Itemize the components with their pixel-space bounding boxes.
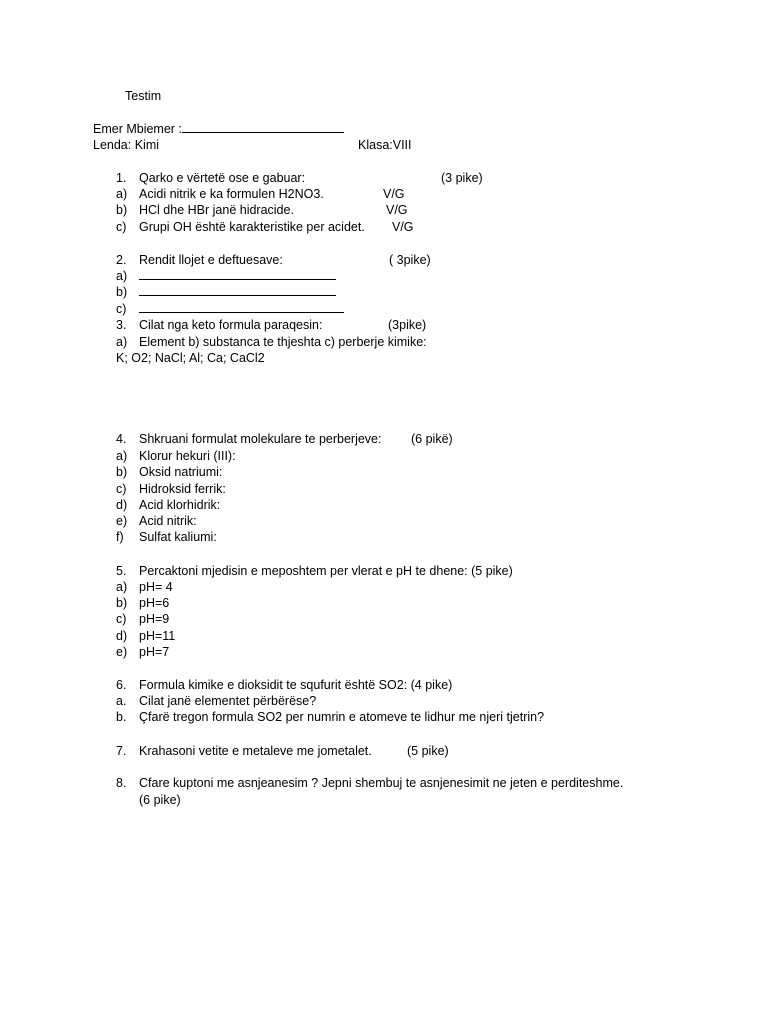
item-text: Element b) substanca te thjeshta c) perberje kimike:	[139, 335, 427, 349]
item-label: d)	[116, 629, 128, 643]
question-7	[116, 743, 372, 759]
question-points-line	[116, 792, 181, 808]
question-number: 5.	[116, 564, 127, 578]
list-item	[116, 595, 169, 611]
question-points: (3pike)	[388, 318, 427, 332]
item-label: f)	[116, 530, 124, 544]
item-label: b)	[116, 203, 128, 217]
question-text: Formula kimike e dioksidit te squfurit është SO2: (4 pike)	[139, 678, 453, 692]
question-text: Rendit llojet e deftuesave:	[139, 253, 283, 267]
question-text: Qarko e vërtetë ose e gabuar:	[139, 171, 306, 185]
item-text: pH=9	[139, 612, 170, 626]
list-item	[116, 219, 365, 235]
name-blank-line[interactable]	[182, 121, 344, 133]
list-item	[116, 186, 324, 202]
list-item	[116, 628, 175, 644]
list-item	[116, 644, 169, 660]
item-label: b)	[116, 465, 128, 479]
item-text: Grupi OH është karakteristike per acidet.	[139, 220, 365, 234]
item-text: Acid nitrik:	[139, 514, 197, 528]
item-text: Oksid natriumi:	[139, 465, 223, 479]
item-text: Acid klorhidrik:	[139, 498, 221, 512]
true-false-option[interactable]: V/G	[392, 220, 414, 234]
list-item	[116, 513, 197, 529]
question-2	[116, 252, 283, 268]
item-text: Cilat janë elementet përbërëse?	[139, 694, 317, 708]
page-title: Testim	[125, 89, 162, 103]
item-label: b)	[116, 596, 128, 610]
list-item	[116, 202, 294, 218]
list-item	[116, 709, 544, 725]
list-item	[116, 529, 217, 545]
item-label: b.	[116, 710, 127, 724]
item-text: pH=11	[139, 629, 176, 643]
item-text: Çfarë tregon formula SO2 per numrin e atomeve te lidhur me njeri tjetrin?	[139, 710, 545, 724]
item-text: pH=7	[139, 645, 170, 659]
question-3	[116, 317, 322, 333]
item-label: a)	[116, 449, 128, 463]
item-label: b)	[116, 285, 128, 299]
item-label: c)	[116, 302, 127, 316]
question-6	[116, 677, 452, 693]
list-item	[116, 464, 222, 480]
subject-label: Lenda: Kimi	[93, 138, 160, 152]
question-text: Shkruani formulat molekulare te perberjeve:	[139, 432, 382, 446]
question-number: 6.	[116, 678, 127, 692]
name-field[interactable]	[93, 121, 344, 137]
question-number: 7.	[116, 744, 127, 758]
question-points: (3 pike)	[441, 171, 483, 185]
list-item	[116, 693, 316, 709]
true-false-option[interactable]: V/G	[386, 203, 408, 217]
question-points: (6 pike)	[139, 793, 181, 807]
item-label: c)	[116, 612, 127, 626]
list-item	[116, 481, 226, 497]
item-text: Acidi nitrik e ka formulen H2NO3.	[139, 187, 324, 201]
question-number: 4.	[116, 432, 127, 446]
question-points: ( 3pike)	[389, 253, 431, 267]
question-number: 1.	[116, 171, 127, 185]
item-label: a.	[116, 694, 127, 708]
item-label: e)	[116, 645, 128, 659]
question-number: 8.	[116, 776, 127, 790]
question-number: 3.	[116, 318, 127, 332]
item-text: pH= 4	[139, 580, 173, 594]
item-label: d)	[116, 498, 128, 512]
question-text: Cilat nga keto formula paraqesin:	[139, 318, 323, 332]
item-text: pH=6	[139, 596, 170, 610]
question-5	[116, 563, 513, 579]
list-item	[116, 497, 220, 513]
question-number: 2.	[116, 253, 127, 267]
item-text: HCl dhe HBr janë hidracide.	[139, 203, 294, 217]
question-4	[116, 431, 381, 447]
answer-blank-line[interactable]	[139, 268, 336, 280]
list-item	[116, 268, 336, 284]
question-text: Percaktoni mjedisin e meposhtem per vlerat e pH te dhene: (5 pike)	[139, 564, 513, 578]
list-item	[116, 611, 169, 627]
item-text: Klorur hekuri (III):	[139, 449, 236, 463]
list-item	[116, 334, 427, 350]
item-label: a)	[116, 187, 128, 201]
answer-blank-line[interactable]	[139, 284, 336, 296]
class-label: Klasa:VIII	[358, 138, 412, 152]
true-false-option[interactable]: V/G	[383, 187, 405, 201]
item-label: a)	[116, 269, 128, 283]
item-label: a)	[116, 580, 128, 594]
list-item	[116, 284, 336, 300]
question-text: Cfare kuptoni me asnjeanesim ? Jepni shembuj te asnjenesimit ne jeten e perditeshme.	[139, 776, 624, 790]
question-8	[116, 775, 623, 791]
item-text: Sulfat kaliumi:	[139, 530, 217, 544]
item-text: Hidroksid ferrik:	[139, 482, 226, 496]
question-text: Krahasoni vetite e metaleve me jometalet.	[139, 744, 372, 758]
list-item	[116, 579, 173, 595]
formula-list: K; O2; NaCl; Al; Ca; CaCl2	[116, 351, 265, 365]
name-label: Emer Mbiemer :	[93, 122, 182, 136]
list-item	[116, 448, 236, 464]
item-label: c)	[116, 220, 127, 234]
item-label: a)	[116, 335, 128, 349]
question-points: (5 pike)	[407, 744, 449, 758]
answer-blank-line[interactable]	[139, 301, 344, 313]
item-label: c)	[116, 482, 127, 496]
item-label: e)	[116, 514, 128, 528]
question-points: (6 pikë)	[411, 432, 453, 446]
question-1	[116, 170, 305, 186]
list-item	[116, 301, 344, 317]
